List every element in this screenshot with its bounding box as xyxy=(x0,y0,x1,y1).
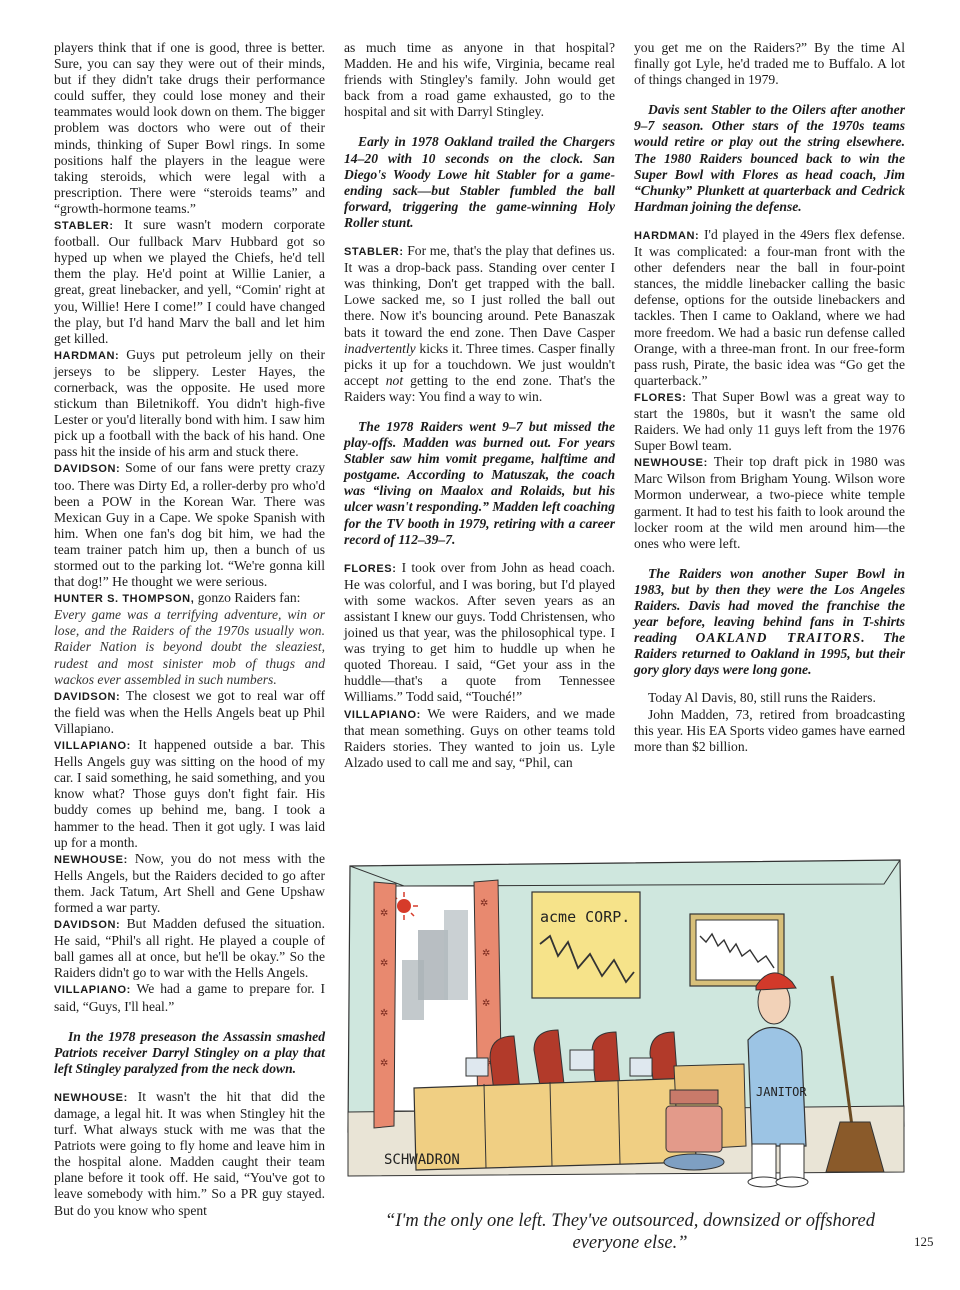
speaker-paragraph xyxy=(54,851,325,916)
column-3 xyxy=(634,40,905,755)
speaker-paragraph xyxy=(634,454,905,552)
speaker-paragraph xyxy=(634,389,905,454)
note-text: . The Raiders returned to Oakland in 1995, but their gory glory days were long gone. xyxy=(634,630,905,678)
speaker-paragraph xyxy=(54,590,325,607)
speaker-name: HARDMAN: xyxy=(634,229,700,242)
body-paragraph: John Madden, 73, retired from broadcasting this year. His EA Sports video games have earned more than $2 billion. xyxy=(634,706,905,754)
speaker-name: STABLER: xyxy=(54,220,114,233)
editorial-note: In the 1978 preseason the Assassin smashed Patriots receiver Darryl Stingley on a play that left Stingley paralyzed from the neck down. xyxy=(54,1028,325,1076)
speaker-name: DAVIDSON: xyxy=(54,463,121,476)
speaker-paragraph xyxy=(54,981,325,1014)
speaker-text: I'd played in the 49ers flex defense. It was complicated: a four-man front with the other defenders near the ball in four-point stances, the middle linebacker calling the basic defense, options for the outside linebackers and tackles. Then I came to Oakland, where we had more freedom. We had a basic run defense called Orange, with a three-man front. In our free-form pass rush, Pirate, the basic idea was “Go get the quarterback.” xyxy=(634,226,905,388)
speaker-paragraph xyxy=(54,347,325,461)
speaker-paragraph xyxy=(344,560,615,706)
svg-text:✲: ✲ xyxy=(482,948,491,959)
speaker-text: That Super Bowl was a great way to start the 1980s, but it wasn't the same old Raiders. We had only 11 guys left from the 1976 Super Bowl team. xyxy=(634,388,905,454)
speaker-text: gonzo Raiders fan: xyxy=(194,590,301,606)
speaker-name: DAVIDSON: xyxy=(54,919,121,932)
speaker-name: VILLAPIANO: xyxy=(54,984,131,997)
editorial-note xyxy=(634,566,905,679)
emphasis-text: not xyxy=(385,372,404,388)
speaker-name: NEWHOUSE: xyxy=(54,1091,128,1104)
speaker-text: We were Raiders, and we made that mean something. Guys on other teams told Raiders stories. They wanted to join us. Lyle Alzado used to call me and say, “Phil, can xyxy=(344,705,615,770)
speaker-text: I took over from John as head coach. He was colorful, and I was boring, but I'd played with some wackos. After seven years as an assistant I knew our guys. Todd Christensen, who joined us that year, was the philosophical type. I was trying to get him to huddle up when he quoted Thoreau. I said, “Get your ass in the huddle—that's a quote from Tennessee Williams.” Todd said, “Touché!” xyxy=(344,559,615,705)
mop-bucket xyxy=(664,1090,724,1170)
speaker-text: Guys put petroleum jelly on their jerseys to be slippery. Lester Hayes, the cornerback, was the opposite. He used more stickum than Biletnikoff. You didn't high-five Lester or you'd literally bond with him. I saw him pick up a football with the back of his hand. One pass hit the inside of his arm and stuck there. xyxy=(54,346,325,460)
acme-chart-board xyxy=(532,892,640,998)
body-paragraph: as much time as anyone in that hospital? Madden. He and his wife, Virginia, became real friends with Stingley's family. John would get back from a road game exhausted, go to the hospital and sit with Darryl Stingley. xyxy=(344,40,615,120)
cartoon-caption: “I'm the only one left. They've outsourced, downsized or offshored everyone else.” xyxy=(384,1211,876,1253)
pull-quote: Every game was a terrifying adventure, win or lose, and the Raiders of the 1970s usually won. Raider Nation is beyond doubt the sleaziest, rudest and most sinister mob of thugs and wackos ever assembled in such numbers. xyxy=(54,607,325,687)
speaker-text: But Madden defused the situation. He said, “Phil's all right. He played a couple of ball games all at once, but he'll be okay.” So the Raiders didn't go to war with the Hells Angels. xyxy=(54,916,325,981)
column-1 xyxy=(54,40,325,1219)
speaker-text: It happened outside a bar. This Hells Angels guy was sitting on the hood of my car. I said something, he said something, and you know what? Those guys don't fight fair. His buddy comes up behind me, bang. I took a hammer to the head. Then it got ugly. I was laid up for a month. xyxy=(54,737,325,850)
speaker-name: DAVIDSON: xyxy=(54,690,121,703)
emphasis-text: inadvertently xyxy=(344,340,416,356)
speaker-name: HARDMAN: xyxy=(54,349,120,362)
body-paragraph: players think that if one is good, three is better. Sure, you can say they were out of their minds, but if they didn't take drugs their performance could suffer, they could lose money and their teammates would look down on them. The bigger problem was doctors who were out of their minds, thinking of Super Bowl rings. In some positions half the players in the league were taking steroids, which were legal with a prescription. There were “steroids teams” and “growth-hormone teams.” xyxy=(54,40,325,216)
speaker-paragraph xyxy=(54,217,325,347)
note-text: The Raiders won another Super Bowl in 1983, but by then they were the Los Angeles Raiders. Davis had moved the franchise the year before, leaving behind fans in T-shirts reading xyxy=(634,565,905,646)
speaker-text: Some of our fans were pretty crazy too. There was Dirty Ed, a roller-derby pro who'd been a POW in the Korean War. There was Mexican Guy in a Cape. We spoke Spanish with him. When one fan's dog bit him, we had the team trainer patch him up, then a bunch of us stormed out to the parking lot. “We're gonna kill that dog!” He thought we were serious. xyxy=(54,460,325,590)
page-number: 125 xyxy=(914,1234,934,1249)
speaker-text: Now, you do not mess with the Hells Angels, but the Raiders decided to go after them. Jack Tatum, Art Shell and Gene Upshaw formed a war party. xyxy=(54,850,325,915)
speaker-text: We had a game to prepare for. I said, “Guys, I'll heal.” xyxy=(54,981,325,1014)
svg-text:✲: ✲ xyxy=(482,998,491,1009)
speaker-paragraph xyxy=(54,916,325,981)
svg-text:✲: ✲ xyxy=(380,908,389,919)
speaker-text: It wasn't the hit that did the damage, a legal hit. It was when Stingley hit the turf. What always stuck with me was that the Patriots were going to fly home and leave him in the hospital alone. Madden caught their team plane before it took off. He said, “You've got to leave somebody with him.” So a PR guy stayed. But do you know who spent xyxy=(54,1088,325,1218)
speaker-text: getting to the end zone. That's the Raiders way: You find a way to win. xyxy=(344,372,615,404)
speaker-name: FLORES: xyxy=(344,562,397,575)
speaker-name: STABLER: xyxy=(344,246,404,259)
svg-text:✲: ✲ xyxy=(380,958,389,969)
speaker-paragraph xyxy=(54,460,325,590)
janitor-shirt-text: JANITOR xyxy=(756,1085,807,1099)
speaker-text: It sure wasn't modern corporate football. Our fullback Marv Hubbard got so hyped up when we played the Chiefs, he'd tell them the play. He'd point at Willie Lanier, a great, great linebacker, and yell, “Comin' right at you, Willie! Here I come!” I could have changed the play, but I'd hand Marv the ball and let him get killed. xyxy=(54,217,325,346)
speaker-paragraph xyxy=(54,688,325,737)
speaker-name: VILLAPIANO: xyxy=(344,708,421,721)
speaker-paragraph xyxy=(344,243,615,405)
speaker-name: FLORES: xyxy=(634,391,687,404)
acme-sign-text: acme CORP. xyxy=(540,908,631,926)
svg-text:✲: ✲ xyxy=(480,898,489,909)
speaker-name: NEWHOUSE: xyxy=(54,853,128,866)
speaker-text: For me, that's the play that defines us. It was a drop-back pass. Standing over center I was thinking, Don't get trapped with the ball. Lowe sacked me, so I just rolled the ball out there. Now it's bouncing around. Pete Banaszak bats it toward the end zone. Then Dave Casper xyxy=(344,243,615,340)
artist-signature: SCHWADRON xyxy=(384,1152,460,1168)
speaker-name: NEWHOUSE: xyxy=(634,457,708,470)
editorial-note: The 1978 Raiders went 9–7 but missed the play-offs. Madden was burned out. For years Stabler saw him vomit pregame, halftime and postgame. According to Matuszak, the coach was “living on Maalox and Rolaids, but his ulcer wasn't responding.” Madden left coaching for the TV booth in 1979, retiring with a career record of 112–39–7. xyxy=(344,418,615,547)
speaker-paragraph xyxy=(54,1089,325,1219)
column-2 xyxy=(344,40,615,771)
speaker-text: Their top draft pick in 1980 was Marc Wilson from Brigham Young. Wilson wore Mormon underwear, a two-piece white temple garment. It had to test his faith to look around the locker room at the wild men around him—the ones who were left. xyxy=(634,454,905,551)
speaker-paragraph xyxy=(54,737,325,851)
speaker-paragraph xyxy=(344,706,615,771)
svg-text:✲: ✲ xyxy=(380,1058,389,1069)
office-cartoon xyxy=(344,826,910,1188)
speaker-text: kicks it. Three times. Casper finally picks it up for a touchdown. We just wouldn't accept xyxy=(344,340,615,388)
speaker-name: VILLAPIANO: xyxy=(54,740,131,753)
editorial-note: Early in 1978 Oakland trailed the Chargers 14–20 with 10 seconds on the clock. San Diego's Woody Lowe hit Stabler for a game-ending sack—but Stabler fumbled the ball forward, triggering the game-winning Holy Roller stunt. xyxy=(344,134,615,230)
svg-text:✲: ✲ xyxy=(380,1008,389,1019)
speaker-name: HUNTER S. THOMPSON, xyxy=(54,593,195,606)
body-paragraph: you get me on the Raiders?” By the time Al finally got Lyle, he'd traded me to Buffalo. A lot of things changed in 1979. xyxy=(634,40,905,88)
speaker-paragraph xyxy=(634,227,905,389)
editorial-note: Davis sent Stabler to the Oilers after another 9–7 season. Other stars of the 1970s teams would retire or play out the string elsewhere. The 1980 Raiders bounced back to win the Super Bowl with Flores as head coach, Jim “Chunky” Plunkett at quarterback and Cedrick Hardman joining the defense. xyxy=(634,102,905,214)
speaker-text: The closest we got to real war off the field was when the Hells Angels beat up Phil Villapiano. xyxy=(54,687,325,736)
tshirt-slogan: OAKLAND TRAITORS xyxy=(695,630,862,646)
body-paragraph: Today Al Davis, 80, still runs the Raiders. xyxy=(648,690,876,706)
